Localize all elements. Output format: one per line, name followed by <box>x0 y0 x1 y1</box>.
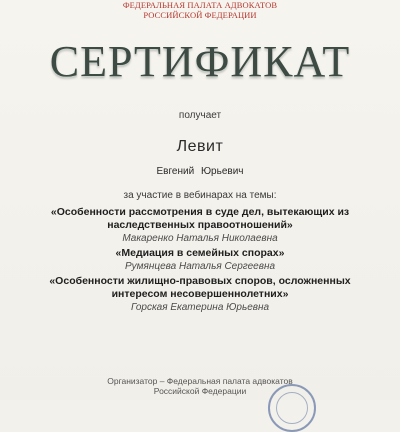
webinar-title: «Особенности рассмотрения в суде дел, вытекающих из наследственных правоотношений» <box>50 206 350 231</box>
receives-label: получает <box>178 110 222 121</box>
webinar-title: «Особенности жилищно-правовых споров, осложненных интересом несовершеннолетних» <box>49 275 351 300</box>
webinar-title: «Медиация в семейных спорах» <box>115 247 285 259</box>
issuer-line-1: ФЕДЕРАЛЬНАЯ ПАЛАТА АДВОКАТОВ <box>122 0 278 10</box>
issuer-line-2: РОССИЙСКОЙ ФЕДЕРАЦИИ <box>143 10 257 20</box>
webinar-list <box>0 206 400 316</box>
webinar-author: Горская Екатерина Юрьевна <box>130 302 270 313</box>
webinar-author: Румянцева Наталья Сергеевна <box>124 261 276 272</box>
organizer-line-2: Российской Федерации <box>153 386 247 396</box>
certificate-title: СЕРТИФИКАТ <box>49 37 351 86</box>
organizer-footer <box>0 376 400 396</box>
organizer-line-1: Организатор – Федеральная палата адвокатов <box>107 376 293 386</box>
recipient-surname: Левит <box>176 138 224 155</box>
webinar-author: Макаренко Наталья Николаевна <box>122 233 278 244</box>
webinar-item <box>0 206 400 245</box>
webinar-item <box>0 275 400 314</box>
issuer-header <box>0 0 400 20</box>
participation-text: за участие в вебинарах на темы: <box>123 190 277 201</box>
seal-stamp-icon <box>268 384 316 432</box>
webinar-item <box>0 247 400 273</box>
recipient-given-name: Евгений Юрьевич <box>156 166 244 177</box>
